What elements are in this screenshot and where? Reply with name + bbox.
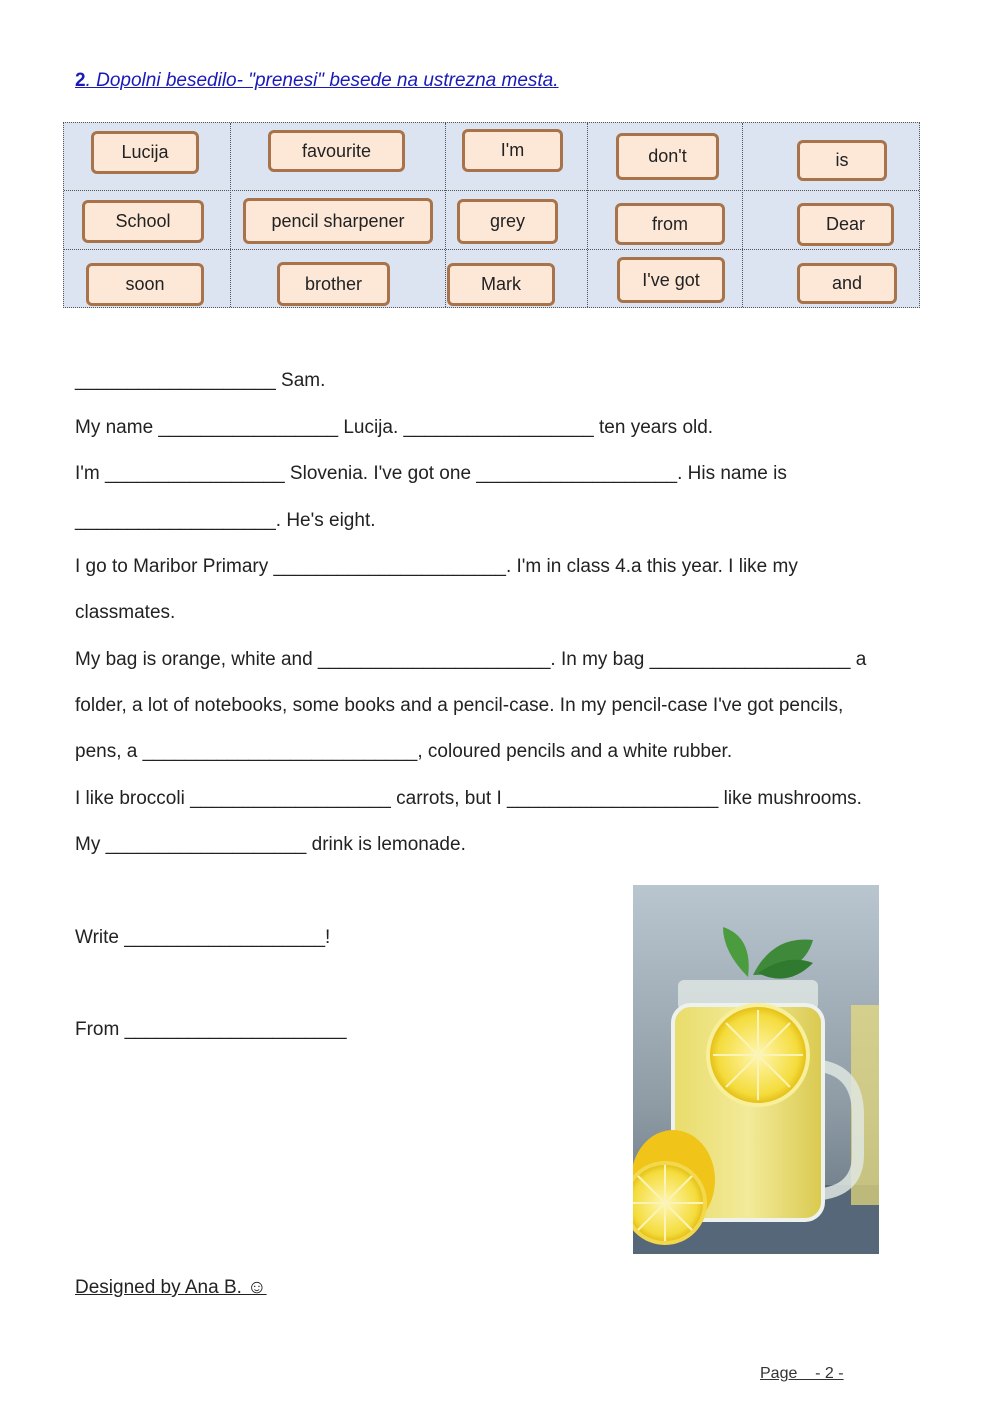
letter-line-from: From _____________________ (75, 1019, 347, 1040)
letter-line-classmates: classmates. (75, 602, 176, 623)
word-chip-dont[interactable]: don't (616, 133, 719, 180)
letter-line-school: I go to Maribor Primary ______________________. I'm in class 4.a this year. I like my (75, 556, 798, 577)
word-chip-im[interactable]: I'm (462, 129, 563, 172)
letter-line-brother: ___________________. He's eight. (75, 510, 376, 531)
word-chip-and[interactable]: and (797, 263, 897, 304)
designed-by-credit: Designed by Ana B. ☺ (75, 1277, 267, 1298)
word-chip-favourite[interactable]: favourite (268, 130, 405, 172)
letter-line-folder: folder, a lot of notebooks, some books and a pencil-case. In my pencil-case I've got pencils, (75, 695, 844, 716)
letter-line-country: I'm _________________ Slovenia. I've got one ___________________. His name is (75, 463, 787, 484)
word-chip-is[interactable]: is (797, 140, 887, 181)
instruction-heading (75, 70, 559, 92)
word-chip-from[interactable]: from (615, 203, 725, 245)
word-chip-brother[interactable]: brother (277, 262, 390, 306)
letter-line-greeting: ___________________ Sam. (75, 370, 326, 391)
word-chip-school[interactable]: School (82, 200, 204, 243)
letter-line-food: I like broccoli ___________________ carrots, but I ____________________ like mushrooms. (75, 788, 862, 809)
letter-line-bag: My bag is orange, white and ______________________. In my bag ___________________ a (75, 649, 867, 670)
letter-line-drink: My ___________________ drink is lemonade. (75, 834, 466, 855)
word-chip-ive-got[interactable]: I've got (617, 257, 725, 303)
page-number: Page - 2 - (760, 1365, 844, 1382)
word-chip-pencil-sharpener[interactable]: pencil sharpener (243, 198, 433, 244)
letter-line-pens: pens, a __________________________, coloured pencils and a white rubber. (75, 741, 733, 762)
word-chip-lucija[interactable]: Lucija (91, 131, 199, 174)
word-chip-mark[interactable]: Mark (447, 263, 555, 306)
lemonade-photo (633, 885, 879, 1254)
word-chip-soon[interactable]: soon (86, 263, 204, 306)
letter-line-write: Write ___________________! (75, 927, 331, 948)
word-chip-dear[interactable]: Dear (797, 203, 894, 246)
instruction-text: . Dopolni besedilo- "prenesi" besede na ustrezna mesta. (85, 70, 559, 91)
letter-line-name: My name _________________ Lucija. __________________ ten years old. (75, 417, 714, 438)
word-bank (63, 122, 920, 308)
word-chip-grey[interactable]: grey (457, 199, 558, 244)
exercise-number: 2 (75, 70, 86, 91)
